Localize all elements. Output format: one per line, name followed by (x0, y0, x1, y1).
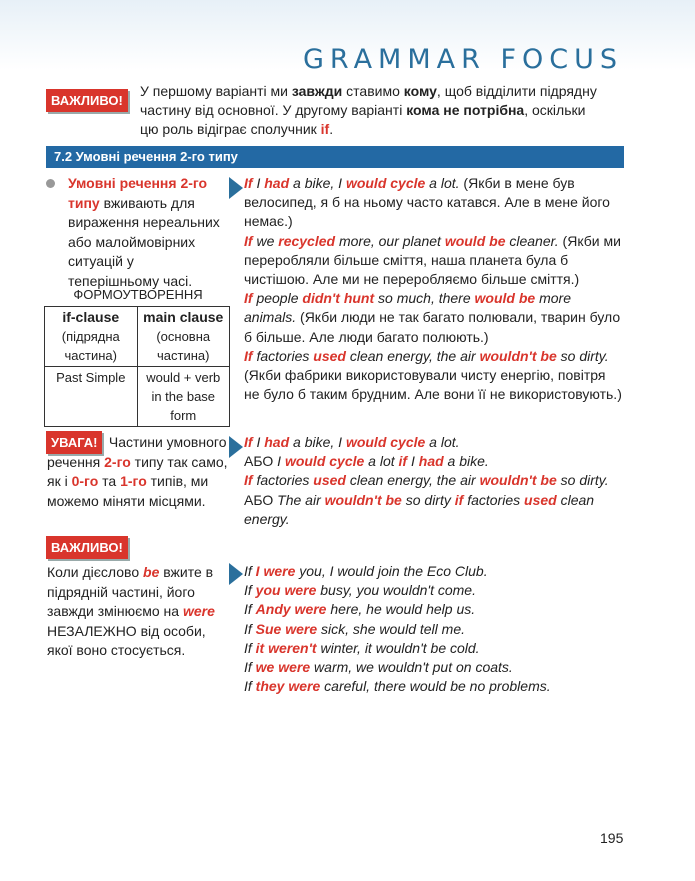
formation-table (44, 306, 230, 427)
formation-label: ФОРМОУТВОРЕННЯ (73, 287, 203, 302)
examples-swap (244, 433, 624, 529)
list-item: If factories used clean energy, the air wouldn't be so dirty. (244, 472, 609, 489)
attention-badge: УВАГА! (46, 431, 102, 454)
list-item: If it weren't winter, it wouldn't be cold. (244, 639, 480, 656)
list-item: If Sue were sick, she would tell me. (244, 620, 465, 637)
examples-type2 (244, 174, 624, 404)
list-item: If factories used clean energy, the air wouldn't be so dirty. (Якби фабрики використовували чисту енергію, повітря не було б таким брудним. Але вони її не використовують.) (244, 347, 622, 403)
list-item: If you were busy, you wouldn't come. (244, 582, 476, 599)
list-item: If Andy were here, he would help us. (244, 601, 476, 618)
page-number: 195 (600, 830, 624, 846)
list-item: If I had a bike, I would cycle a lot. (244, 434, 460, 450)
list-item: If we recycled more, our planet would be cleaner. (Якби ми переробляли більше сміття, наша планета була б чистішою. Але ми не переробляємо більше сміття.) (244, 232, 621, 288)
list-item: АБО I would cycle a lot if I had a bike. (244, 453, 489, 470)
arrow-right-icon (229, 177, 243, 199)
list-item: If they were careful, there would be no problems. (244, 678, 551, 695)
arrow-right-icon (229, 436, 243, 458)
list-item: АБО The air wouldn't be so dirty if factories used clean energy. (244, 491, 595, 527)
examples-were (244, 562, 624, 696)
important-note-comma: У першому варіанті ми завжди ставимо кому, щоб відділити підрядну частину від основної. У другому варіанті кома не потрібна, оскільки цю роль відіграє сполучник if. (140, 83, 597, 137)
intro-text: Умовні речення 2-го типу вживають для вираження нереальних або малоймовірних ситуацій у теперішньому часі. (68, 175, 220, 289)
attention-note: Частини умовного речення 2-го типу так само, як і 0-го та 1-го типів, ми можемо міняти місцями. (47, 434, 228, 509)
section-title: 7.2 Умовні речення 2-го типу (46, 146, 624, 168)
important-badge: ВАЖЛИВО! (46, 89, 128, 112)
arrow-right-icon (229, 563, 243, 585)
table-cell: Past Simple (45, 367, 138, 427)
important-badge: ВАЖЛИВО! (46, 536, 128, 559)
important-note-were: Коли дієслово be вжите в підрядній частині, його завжди змінюємо на were НЕЗАЛЕЖНО від особи, якої воно стосується. (47, 564, 215, 658)
table-cell: if-clause (підрядна частина) (45, 307, 138, 367)
list-item: If I had a bike, I would cycle a lot. (Якби в мене був велосипед, я б на ньому часто катався. Але в мене його немає.) (244, 175, 610, 230)
grammar-focus-title: GRAMMAR FOCUS (303, 44, 623, 75)
bullet-icon (46, 179, 55, 188)
table-cell: main clause (основна частина) (137, 307, 230, 367)
table-cell: would + verb in the base form (137, 367, 230, 427)
list-item: If I were you, I would join the Eco Club. (244, 563, 488, 579)
list-item: If we were warm, we wouldn't put on coats. (244, 659, 513, 676)
list-item: If people didn't hunt so much, there would be more animals. (Якби люди не так багато полювали, тварин було б більше. Але люди багато полюють.) (244, 290, 621, 345)
